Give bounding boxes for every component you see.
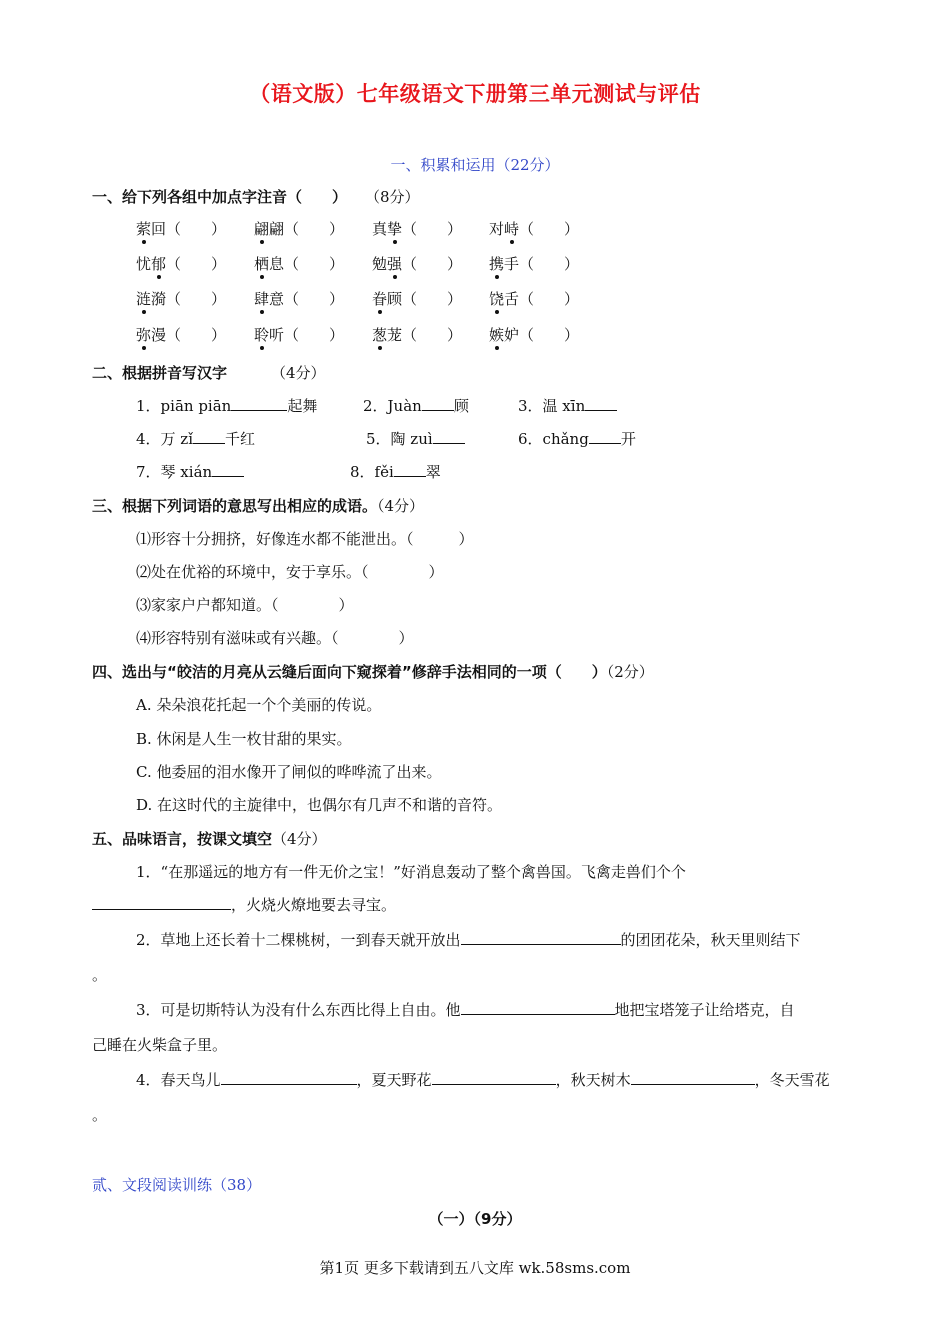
emphasis-dot-char: 携	[489, 255, 505, 273]
dotted-word: 弥漫	[136, 326, 167, 344]
emphasis-dot-char: 眷	[372, 290, 388, 308]
dotted-word: 涟漪	[136, 290, 167, 308]
dotted-word: 忧郁	[136, 255, 167, 273]
q5-s4-line2: 。	[92, 1106, 108, 1124]
q3-heading	[92, 495, 424, 516]
dotted-word: 对峙	[489, 220, 520, 238]
emphasis-dot-char: 弥	[136, 326, 152, 344]
pinyin-item	[254, 218, 344, 239]
answer-paren: （ ）	[519, 255, 580, 273]
q5-s3-line1: 3．可是切斯特认为没有什么东西比得上自由。他 地把宝塔笼子让给塔克，自	[136, 1001, 795, 1019]
emphasis-dot-char: 聆	[254, 326, 270, 344]
pinyin-item	[372, 218, 462, 239]
pinyin-item	[136, 253, 226, 274]
emphasis-dot-char: 葱	[372, 326, 388, 344]
page-footer: 第1页 更多下载请到五八文库 wk.58sms.com	[319, 1259, 631, 1277]
q3-heading-text: 三、根据下列词语的意思写出相应的成语。	[92, 497, 378, 515]
emphasis-dot-char: 嫉	[489, 326, 505, 344]
q2-item-3: 3．温 xīn	[518, 395, 617, 416]
q1-score: （8分）	[365, 188, 420, 206]
pinyin-item	[372, 324, 462, 345]
dotted-word: 肆意	[254, 290, 285, 308]
pinyin-item	[136, 288, 226, 309]
answer-paren: （ ）	[166, 326, 227, 344]
q4-option-d: D. 在这时代的主旋律中，也偶尔有几声不和谐的音符。	[136, 796, 503, 814]
q5-s1-line1: 1．“在那遥远的地方有一件无价之宝！”好消息轰动了整个禽兽国。飞禽走兽们个个	[136, 863, 686, 881]
emphasis-dot-char: 强	[387, 255, 403, 273]
answer-paren: （ ）	[166, 290, 227, 308]
emphasis-dot-char: 肆	[254, 290, 270, 308]
q3-item-1: ⑴形容十分拥挤，好像连水都不能泄出。（ ）	[136, 530, 474, 548]
answer-paren: （ ）	[284, 220, 345, 238]
part2-subheading: （一）（9分）	[428, 1210, 522, 1228]
dotted-word: 聆听	[254, 326, 285, 344]
answer-paren: （ ）	[166, 255, 227, 273]
pinyin-item	[136, 324, 226, 345]
dotted-word: 携手	[489, 255, 520, 273]
q3-item-4: ⑷形容特别有滋味或有兴趣。（ ）	[136, 629, 414, 647]
pinyin-item	[489, 253, 579, 274]
part1-heading: 一、积累和运用（22分）	[390, 156, 560, 174]
q5-heading	[92, 828, 327, 849]
dotted-word: 饶舌	[489, 290, 520, 308]
answer-paren: （ ）	[519, 220, 580, 238]
emphasis-dot-char: 饶	[489, 290, 505, 308]
q2-item-2: 2．Juàn 顾	[363, 397, 469, 415]
pinyin-item	[489, 324, 579, 345]
pinyin-item	[254, 253, 344, 274]
part2-heading: 贰、文段阅读训练（38）	[92, 1176, 262, 1194]
q3-item-3: ⑶家家户户都知道。（ ）	[136, 596, 354, 614]
answer-paren: （ ）	[166, 220, 227, 238]
q5-s2-line2: 。	[92, 966, 108, 984]
pinyin-item	[489, 218, 579, 239]
q4-option-a: A. 朵朵浪花托起一个个美丽的传说。	[136, 696, 382, 714]
pinyin-item	[254, 288, 344, 309]
emphasis-dot-char: 栖	[254, 255, 270, 273]
q3-item-2: ⑵处在优裕的环境中，安于享乐。（ ）	[136, 563, 444, 581]
answer-paren: （ ）	[284, 255, 345, 273]
q5-s4-line1: 4．春天鸟儿 ，夏天野花 ，秋天树木 ，冬天雪花	[136, 1071, 830, 1089]
q4-score: （2分）	[606, 663, 654, 681]
pinyin-item	[372, 253, 462, 274]
q5-score: （4分）	[272, 830, 327, 848]
answer-paren: （ ）	[402, 326, 463, 344]
q2-heading-text: 二、根据拼音写汉字	[92, 364, 228, 382]
emphasis-dot-char: 翩	[254, 220, 270, 238]
q4-heading	[92, 661, 654, 682]
q2-heading	[92, 362, 326, 383]
q2-item-4: 4．万 zǐ 千红	[136, 430, 256, 448]
pinyin-item	[489, 288, 579, 309]
emphasis-dot-char: 萦	[136, 220, 152, 238]
q2-item-6: 6．chǎng 开	[518, 430, 636, 448]
q2-item-5: 5．陶 zuì	[366, 428, 465, 449]
q4-option-c: C. 他委屈的泪水像开了闸似的哗哗流了出来。	[136, 763, 442, 781]
q2-item-1: 1．piān piān 起舞	[136, 397, 318, 415]
q3-score: （4分）	[377, 497, 425, 515]
dotted-word: 勉强	[372, 255, 403, 273]
emphasis-dot-char: 峙	[504, 220, 520, 238]
dotted-word: 翩翩	[254, 220, 285, 238]
page-title: （语文版）七年级语文下册第三单元测试与评估	[249, 82, 701, 106]
emphasis-dot-char: 涟	[136, 290, 152, 308]
pinyin-item	[254, 324, 344, 345]
dotted-word: 萦回	[136, 220, 167, 238]
answer-paren: （ ）	[519, 290, 580, 308]
answer-paren: （ ）	[284, 326, 345, 344]
q1-heading	[92, 186, 420, 207]
q5-s1-line2: ，火烧火燎地要去寻宝。	[92, 894, 396, 915]
pinyin-item	[136, 218, 226, 239]
answer-paren: （ ）	[519, 326, 580, 344]
q4-option-b: B. 休闲是人生一枚甘甜的果实。	[136, 730, 352, 748]
q2-score: （4分）	[271, 364, 326, 382]
dotted-word: 真挚	[372, 220, 403, 238]
dotted-word: 栖息	[254, 255, 285, 273]
q5-s2-line1: 2．草地上还长着十二棵桃树，一到春天就开放出 的团团花朵，秋天里则结下	[136, 931, 801, 949]
answer-paren: （ ）	[402, 255, 463, 273]
q5-s3-line2: 己睡在火柴盒子里。	[92, 1036, 228, 1054]
emphasis-dot-char: 挚	[387, 220, 403, 238]
dotted-word: 葱茏	[372, 326, 403, 344]
answer-paren: （ ）	[284, 290, 345, 308]
dotted-word: 嫉妒	[489, 326, 520, 344]
emphasis-dot-char: 郁	[151, 255, 167, 273]
q1-heading-text: 一、给下列各组中加点字注音（ ）	[92, 188, 348, 206]
q5-heading-text: 五、品味语言，按课文填空	[92, 830, 273, 848]
pinyin-item	[372, 288, 462, 309]
answer-paren: （ ）	[402, 290, 463, 308]
q2-item-7: 7．琴 xián	[136, 461, 244, 482]
answer-paren: （ ）	[402, 220, 463, 238]
dotted-word: 眷顾	[372, 290, 403, 308]
q2-item-8: 8．fěi 翠	[350, 463, 441, 481]
q4-heading-text: 四、选出与“皎洁的月亮从云缝后面向下窥探着”修辞手法相同的一项（ ）	[92, 663, 607, 681]
